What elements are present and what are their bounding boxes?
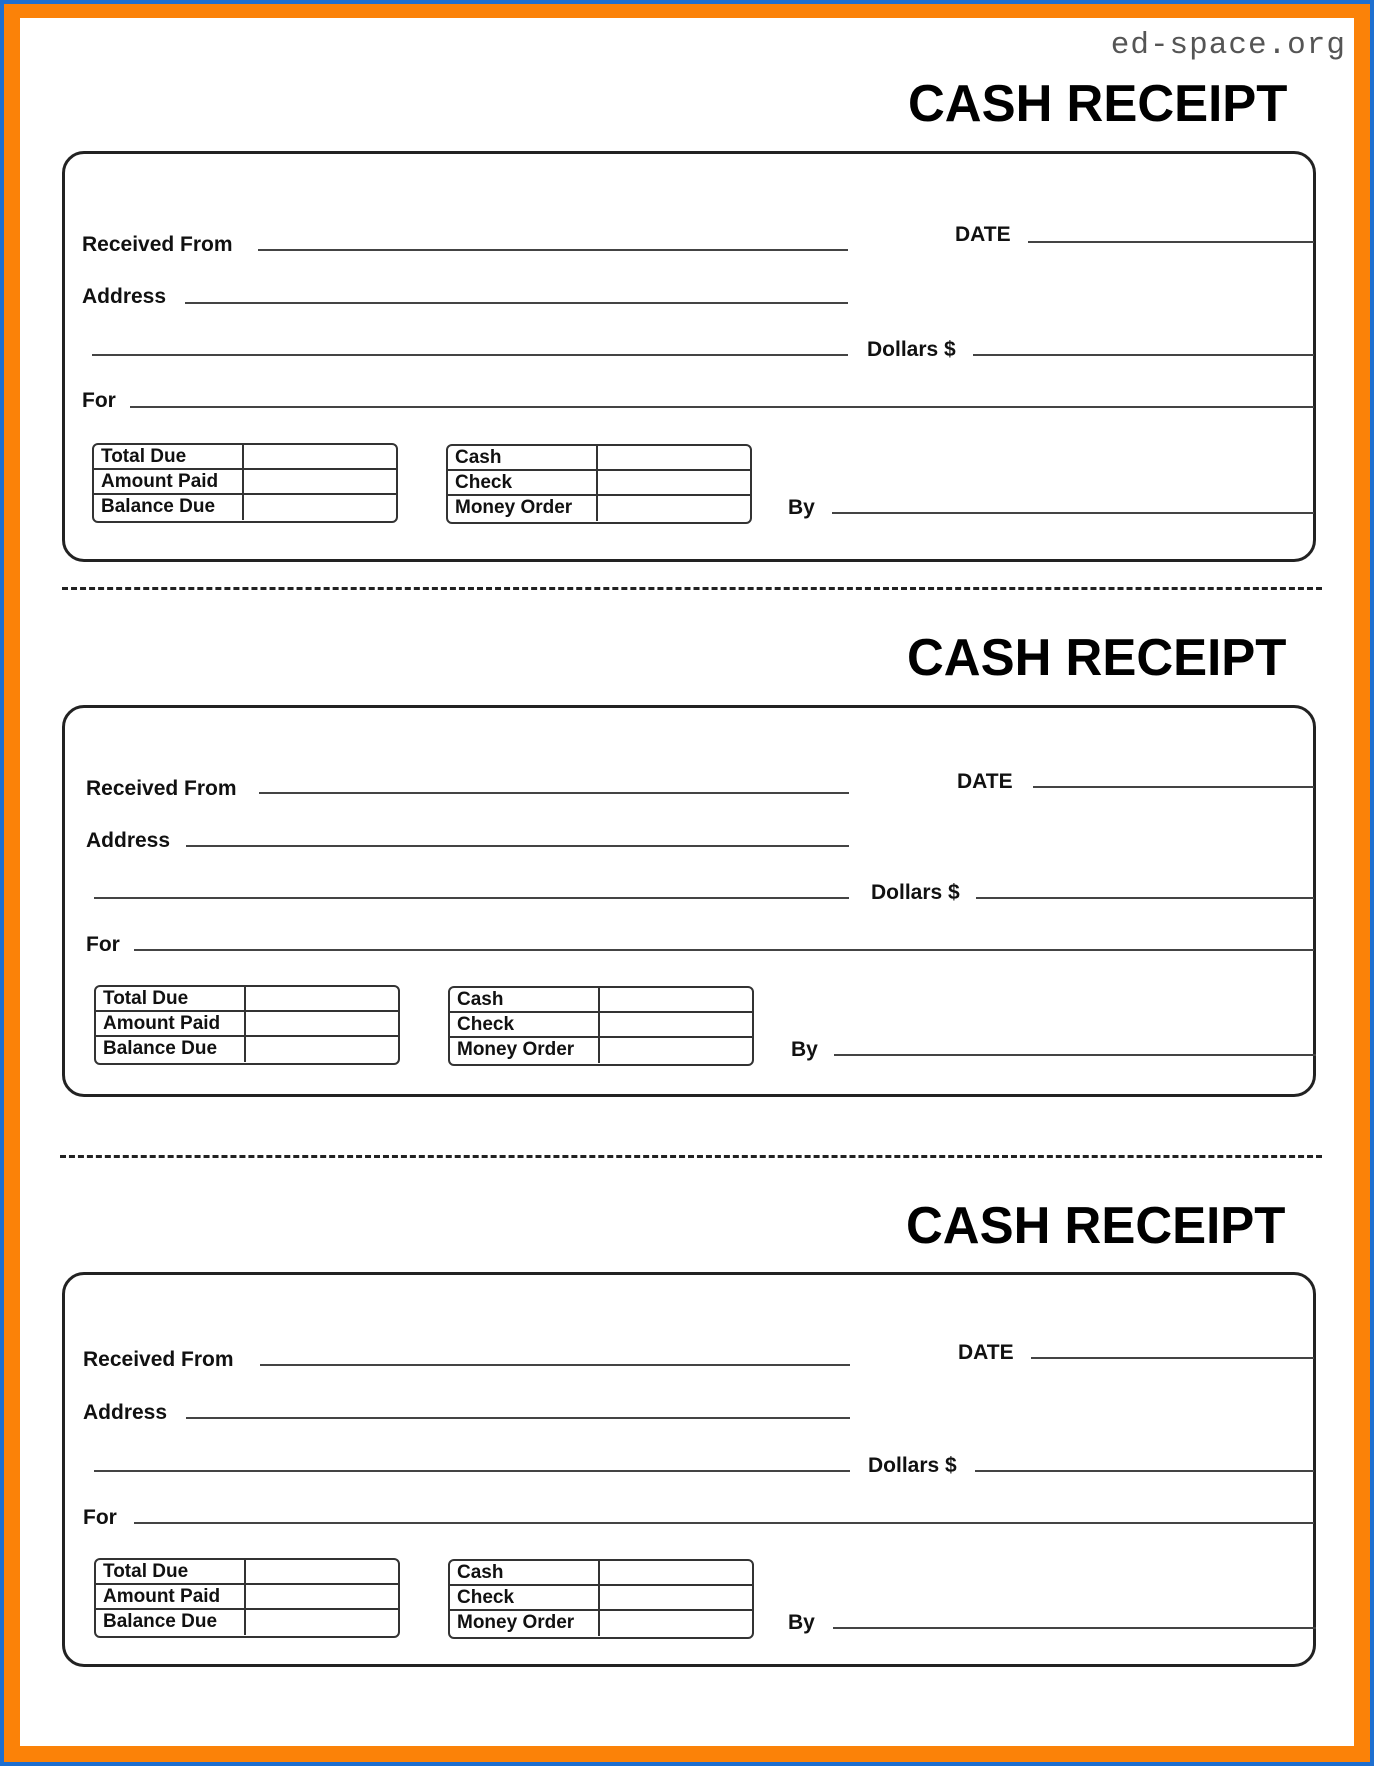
- amount-words-field[interactable]: [94, 897, 849, 899]
- amount-paid-input[interactable]: [246, 1585, 398, 1608]
- check-input[interactable]: [598, 471, 750, 494]
- date-label: DATE: [958, 1341, 1014, 1364]
- for-label: For: [83, 1506, 117, 1529]
- check-input[interactable]: [600, 1586, 752, 1609]
- date-field[interactable]: [1031, 1357, 1314, 1359]
- for-label: For: [82, 389, 116, 412]
- payment-row-check: Check: [450, 1013, 752, 1038]
- totals-row-balance-due: Balance Due: [94, 495, 396, 520]
- dollars-field[interactable]: [975, 1470, 1314, 1472]
- cash-input[interactable]: [600, 1561, 752, 1584]
- received-from-label: Received From: [86, 777, 237, 800]
- address-label: Address: [83, 1401, 168, 1424]
- date-label: DATE: [955, 223, 1011, 246]
- receipt-title: CASH RECEIPT: [908, 75, 1288, 133]
- dollars-label: Dollars $: [868, 1454, 957, 1477]
- totals-row-balance-due: Balance Due: [96, 1610, 398, 1635]
- payment-row-check: Check: [448, 471, 750, 496]
- date-label: DATE: [957, 770, 1013, 793]
- received-from-label: Received From: [82, 233, 233, 256]
- date-field[interactable]: [1033, 786, 1314, 788]
- by-label: By: [788, 1611, 815, 1634]
- balance-due-input[interactable]: [246, 1610, 398, 1635]
- receipt-3: [20, 1164, 1354, 1724]
- for-label: For: [86, 933, 120, 956]
- received-from-field[interactable]: [258, 249, 848, 251]
- address-label: Address: [86, 829, 171, 852]
- amount-words-field[interactable]: [94, 1470, 850, 1472]
- address-field[interactable]: [185, 302, 848, 304]
- total-due-input[interactable]: [246, 1560, 398, 1583]
- received-from-field[interactable]: [260, 1364, 850, 1366]
- receipt-title: CASH RECEIPT: [907, 629, 1287, 687]
- payment-table: [448, 986, 754, 1066]
- totals-row-amount-paid: Amount Paid: [96, 1012, 398, 1037]
- dollars-label: Dollars $: [867, 338, 956, 361]
- received-from-label: Received From: [83, 1348, 234, 1371]
- totals-table: [94, 1558, 400, 1638]
- balance-due-input[interactable]: [246, 1037, 398, 1062]
- money-order-input[interactable]: [600, 1611, 752, 1636]
- totals-row-amount-paid: Amount Paid: [96, 1585, 398, 1610]
- dollars-label: Dollars $: [871, 881, 960, 904]
- totals-table: [92, 443, 398, 523]
- amount-words-field[interactable]: [92, 354, 848, 356]
- cash-input[interactable]: [598, 446, 750, 469]
- for-field[interactable]: [134, 1522, 1314, 1524]
- amount-paid-input[interactable]: [246, 1012, 398, 1035]
- payment-row-money-order: Money Order: [448, 496, 750, 521]
- payment-row-money-order: Money Order: [450, 1038, 752, 1063]
- address-field[interactable]: [186, 1417, 850, 1419]
- totals-row-balance-due: Balance Due: [96, 1037, 398, 1062]
- address-field[interactable]: [186, 845, 849, 847]
- total-due-input[interactable]: [246, 987, 398, 1010]
- receipt-title: CASH RECEIPT: [906, 1197, 1286, 1255]
- for-field[interactable]: [130, 406, 1314, 408]
- totals-row-total-due: Total Due: [96, 987, 398, 1012]
- payment-table: [448, 1559, 754, 1639]
- cut-line-2: [60, 1155, 1322, 1158]
- receipt-1: [20, 18, 1354, 578]
- payment-row-check: Check: [450, 1586, 752, 1611]
- dollars-field[interactable]: [976, 897, 1314, 899]
- totals-row-amount-paid: Amount Paid: [94, 470, 396, 495]
- balance-due-input[interactable]: [244, 495, 396, 520]
- totals-table: [94, 985, 400, 1065]
- date-field[interactable]: [1028, 241, 1314, 243]
- money-order-input[interactable]: [598, 496, 750, 521]
- money-order-input[interactable]: [600, 1038, 752, 1063]
- received-from-field[interactable]: [259, 792, 849, 794]
- check-input[interactable]: [600, 1013, 752, 1036]
- by-label: By: [788, 496, 815, 519]
- cut-line-1: [62, 587, 1322, 590]
- watermark: ed-space.org: [1110, 28, 1346, 63]
- payment-row-cash: Cash: [450, 1561, 752, 1586]
- by-label: By: [791, 1038, 818, 1061]
- for-field[interactable]: [134, 949, 1314, 951]
- payment-row-money-order: Money Order: [450, 1611, 752, 1636]
- amount-paid-input[interactable]: [244, 470, 396, 493]
- address-label: Address: [82, 285, 167, 308]
- payment-row-cash: Cash: [448, 446, 750, 471]
- by-field[interactable]: [833, 1627, 1316, 1629]
- receipt-page: [20, 18, 1354, 1746]
- by-field[interactable]: [834, 1054, 1316, 1056]
- payment-row-cash: Cash: [450, 988, 752, 1013]
- totals-row-total-due: Total Due: [94, 445, 396, 470]
- dollars-field[interactable]: [973, 354, 1314, 356]
- total-due-input[interactable]: [244, 445, 396, 468]
- receipt-2: [20, 592, 1354, 1152]
- by-field[interactable]: [832, 512, 1314, 514]
- cash-input[interactable]: [600, 988, 752, 1011]
- payment-table: [446, 444, 752, 524]
- totals-row-total-due: Total Due: [96, 1560, 398, 1585]
